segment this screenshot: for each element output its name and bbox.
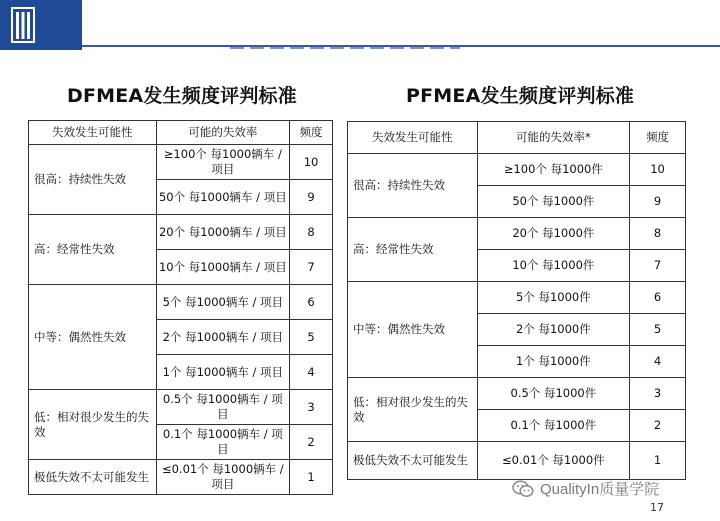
header-cell: 频度 [290, 121, 333, 145]
score-cell: 1 [290, 460, 333, 495]
table-row [29, 145, 333, 180]
score-cell: 3 [630, 378, 686, 410]
dfmea-table [28, 120, 333, 495]
likelihood-cell: 很高：持续性失效 [29, 145, 157, 215]
header-rule-dashed [230, 47, 460, 49]
likelihood-cell: 中等：偶然性失效 [348, 282, 478, 378]
rate-cell: 1个 每1000件 [477, 346, 630, 378]
header-cell: 可能的失效率 [156, 121, 290, 145]
header-cell: 失效发生可能性 [29, 121, 157, 145]
rate-cell: 2个 每1000件 [477, 314, 630, 346]
table-row [348, 218, 686, 250]
score-cell: 4 [290, 355, 333, 390]
likelihood-cell: 很高：持续性失效 [348, 154, 478, 218]
rate-cell: 10个 每1000件 [477, 250, 630, 282]
table-row [29, 460, 333, 495]
score-cell: 2 [630, 410, 686, 442]
score-cell: 1 [630, 442, 686, 480]
logo [0, 0, 82, 50]
table-row [348, 282, 686, 314]
table-row [29, 215, 333, 250]
likelihood-cell: 低：相对很少发生的失效 [29, 390, 157, 460]
rate-cell: ≤0.01个 每1000件 [477, 442, 630, 480]
pfmea-table [347, 121, 686, 480]
likelihood-cell: 低：相对很少发生的失效 [348, 378, 478, 442]
likelihood-cell: 极低失效不太可能发生 [29, 460, 157, 495]
rate-cell: 20个 每1000件 [477, 218, 630, 250]
rate-cell: ≥100个 每1000辆车 / 项目 [156, 145, 290, 180]
rate-cell: 50个 每1000辆车 / 项目 [156, 180, 290, 215]
score-cell: 3 [290, 390, 333, 425]
rate-cell: 5个 每1000辆车 / 项目 [156, 285, 290, 320]
table-row [29, 285, 333, 320]
rate-cell: 20个 每1000辆车 / 项目 [156, 215, 290, 250]
page-number: 17 [650, 501, 664, 514]
score-cell: 4 [630, 346, 686, 378]
score-cell: 6 [290, 285, 333, 320]
rate-cell: 0.1个 每1000辆车 / 项目 [156, 425, 290, 460]
score-cell: 9 [630, 186, 686, 218]
rate-cell: 10个 每1000辆车 / 项目 [156, 250, 290, 285]
header-cell: 失效发生可能性 [348, 122, 478, 154]
rate-cell: 2个 每1000辆车 / 项目 [156, 320, 290, 355]
rate-cell: ≤0.01个 每1000辆车 / 项目 [156, 460, 290, 495]
score-cell: 10 [290, 145, 333, 180]
likelihood-cell: 高：经常性失效 [29, 215, 157, 285]
score-cell: 8 [630, 218, 686, 250]
likelihood-cell: 高：经常性失效 [348, 218, 478, 282]
score-cell: 5 [290, 320, 333, 355]
table-row [348, 442, 686, 480]
score-cell: 2 [290, 425, 333, 460]
score-cell: 5 [630, 314, 686, 346]
header-cell: 可能的失效率* [477, 122, 630, 154]
logo-mark-icon [0, 0, 82, 50]
brand-text: QualityIn质量学院 [540, 481, 660, 498]
pfmea-title: PFMEA发生频度评判标准 [406, 85, 635, 107]
score-cell: 10 [630, 154, 686, 186]
header-cell: 频度 [630, 122, 686, 154]
rate-cell: ≥100个 每1000件 [477, 154, 630, 186]
table-row [348, 154, 686, 186]
table-header-row [348, 122, 686, 154]
likelihood-cell: 极低失效不太可能发生 [348, 442, 478, 480]
rate-cell: 0.1个 每1000件 [477, 410, 630, 442]
rate-cell: 0.5个 每1000件 [477, 378, 630, 410]
score-cell: 7 [630, 250, 686, 282]
score-cell: 8 [290, 215, 333, 250]
rate-cell: 1个 每1000辆车 / 项目 [156, 355, 290, 390]
footer-brand [512, 478, 659, 499]
score-cell: 7 [290, 250, 333, 285]
table-row [348, 378, 686, 410]
score-cell: 6 [630, 282, 686, 314]
table-row [29, 390, 333, 425]
wechat-icon [512, 480, 534, 498]
rate-cell: 0.5个 每1000辆车 / 项目 [156, 390, 290, 425]
dfmea-title: DFMEA发生频度评判标准 [67, 85, 297, 107]
rate-cell: 5个 每1000件 [477, 282, 630, 314]
rate-cell: 50个 每1000件 [477, 186, 630, 218]
table-header-row [29, 121, 333, 145]
score-cell: 9 [290, 180, 333, 215]
likelihood-cell: 中等：偶然性失效 [29, 285, 157, 390]
